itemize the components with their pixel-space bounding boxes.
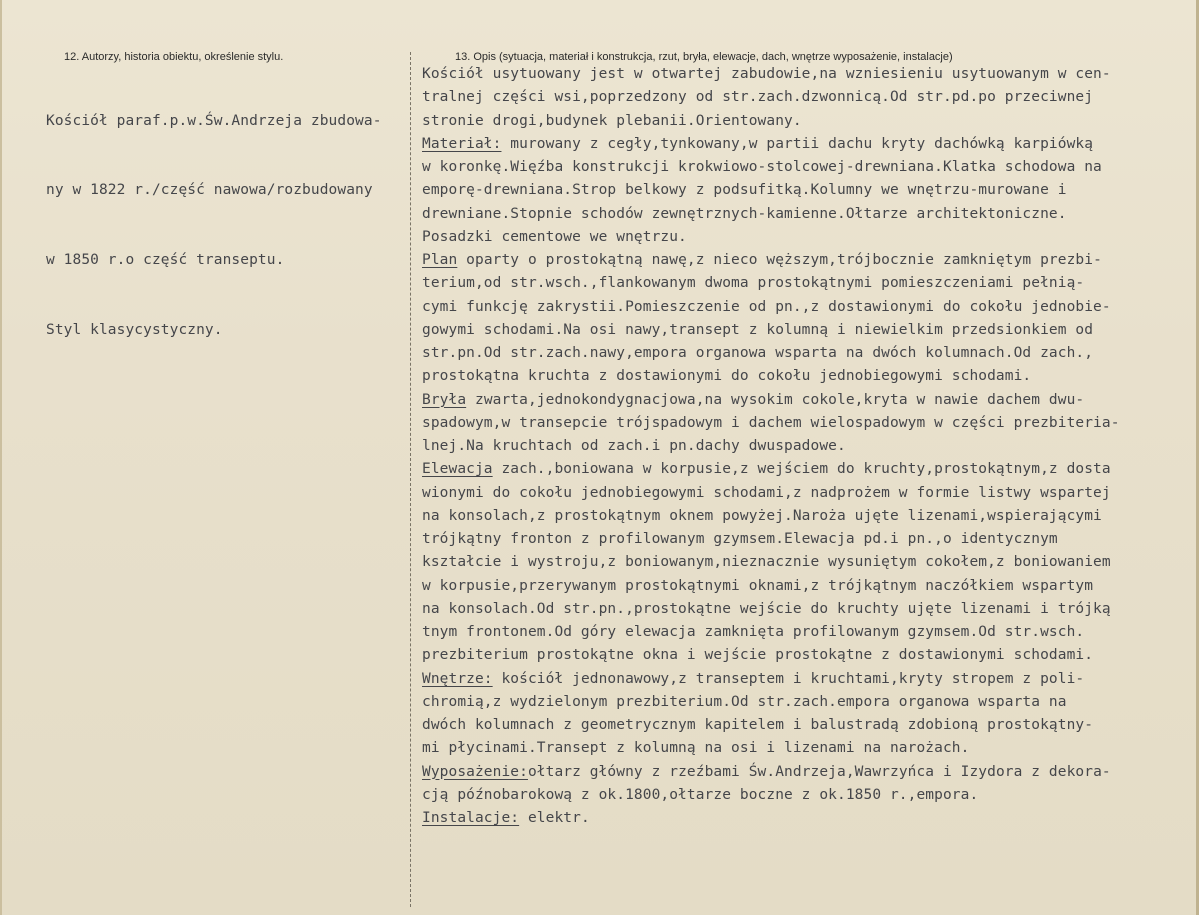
description-line [422, 691, 1194, 714]
description-line [422, 784, 1194, 807]
column-divider [410, 52, 411, 907]
history-line: Styl klasycystyczny. [46, 321, 223, 338]
description-text-block [422, 63, 1194, 830]
description-line [422, 179, 1194, 202]
history-line: Kościół paraf.p.w.Św.Andrzeja zbudowa- [46, 112, 382, 129]
description-line [422, 621, 1194, 644]
description-text: zwarta,jednokondygnacjowa,na wysokim cokole,kryta w nawie dachem dwu- [466, 391, 1085, 408]
description-line [422, 249, 1194, 272]
description-text: terium,od str.wsch.,flankowanym dwoma prostokątnymi pomieszczeniami pełnią- [422, 275, 1085, 292]
description-text: oparty o prostokątną nawę,z nieco węższym,trójbocznie zamkniętym prezbi- [457, 252, 1102, 268]
description-text: dwóch kolumnach z geometrycznym kapitelem i balustradą zdobioną prostokątny- [422, 717, 1094, 733]
description-line [422, 226, 1194, 249]
description-text: lnej.Na kruchtach od zach.i pn.dachy dwuspadowe. [422, 438, 846, 454]
description-line [422, 389, 1194, 412]
description-line [422, 505, 1194, 528]
description-line [422, 761, 1194, 784]
description-text: emporę-drewniana.Strop belkowy z podsufitką.Kolumny we wnętrzu-murowane i [422, 182, 1067, 199]
description-line [422, 63, 1194, 86]
section-13-header: 13. Opis (sytuacja, materiał i konstrukcja, rzut, bryła, elewacje, dach, wnętrze wyposażenie, instalacje) [455, 51, 953, 63]
description-text: tralnej części wsi,poprzedzony od str.zach.dzwonnicą.Od str.pd.po przeciwnej [422, 89, 1094, 106]
description-text: na konsolach,z prostokątnym oknem powyżej.Naroża ujęte lizenami,wspierającymi [422, 507, 1102, 524]
description-text: zach.,boniowana w korpusie,z wejściem do kruchty,prostokątnym,z dosta [492, 461, 1111, 478]
description-text: kościół jednonawowy,z transeptem i kruchtami,kryty stropem z poli- [492, 670, 1085, 687]
description-text: Kościół usytuowany jest w otwartej zabudowie,na wzniesieniu usytuowanym w cen- [422, 66, 1111, 82]
description-text: gowymi schodami.Na osi nawy,transept z kolumną i niewielkim przedsionkiem od [422, 321, 1094, 338]
description-line [422, 458, 1194, 481]
description-text: drewniane.Stopnie schodów zewnętrznych-kamienne.Ołtarze architektoniczne. [422, 205, 1067, 222]
description-line [422, 319, 1194, 342]
description-text: trójkątny fronton z profilowanym gzymsem.Elewacja pd.i pn.,o identycznym [422, 531, 1058, 547]
section-label: Materiał: [422, 135, 502, 152]
section-label: Elewacja [422, 461, 493, 478]
section-label: Wyposażenie: [422, 763, 528, 780]
description-line [422, 598, 1194, 621]
description-line [422, 482, 1194, 505]
description-text: murowany z cegły,tynkowany,w partii dachu kryty dachówką karpiówką [501, 135, 1094, 152]
description-text: w korpusie,przerywanym prostokątnymi oknami,z trójkątnym naczółkiem wspartym [422, 577, 1094, 594]
description-text: mi płycinami.Transept z kolumną na osi i lizenami na narożach. [422, 740, 970, 757]
description-line [422, 86, 1194, 109]
description-line [422, 668, 1194, 691]
description-line [422, 644, 1194, 667]
description-text: cymi funkcję zakrystii.Pomieszczenie od pn.,z dostawionymi do cokołu jednobie- [422, 298, 1111, 315]
description-text: cją późnobarokową z ok.1800,ołtarze boczne z ok.1850 r.,empora. [422, 786, 979, 803]
history-line: ny w 1822 r./część nawowa/rozbudowany [46, 182, 373, 199]
description-text: prezbiterium prostokątne okna i wejście prostokątne z dostawionymi schodami. [422, 647, 1094, 664]
history-text-block [46, 63, 382, 389]
description-line [422, 575, 1194, 598]
description-line [422, 296, 1194, 319]
description-text: prostokątna kruchta z dostawionymi do cokołu jednobiegowymi schodami. [422, 368, 1032, 385]
description-text: wionymi do cokołu jednobiegowymi schodami,z nadprożem w formie listwy wspartej [422, 484, 1111, 501]
description-line [422, 551, 1194, 574]
description-line [422, 272, 1194, 295]
description-line [422, 528, 1194, 551]
description-text: ołtarz główny z rzeźbami Św.Andrzeja,Wawrzyńca i Izydora z dekora- [527, 763, 1111, 780]
history-line: w 1850 r.o część transeptu. [46, 252, 285, 268]
description-text: stronie drogi,budynek plebanii.Orientowany. [422, 112, 802, 129]
section-label: Wnętrze: [422, 670, 493, 687]
section-label: Plan [422, 252, 458, 268]
description-text: spadowym,w transepcie trójspadowym i dachem wielospadowym w części prezbiteria- [422, 414, 1120, 431]
description-text: str.pn.Od str.zach.nawy,empora organowa wsparta na dwóch kolumnach.Od zach., [422, 345, 1094, 361]
description-text: Posadzki cementowe we wnętrzu. [422, 228, 687, 245]
description-line [422, 156, 1194, 179]
description-line [422, 714, 1194, 737]
description-line [422, 342, 1194, 365]
section-label: Bryła [422, 391, 467, 408]
description-line [422, 365, 1194, 388]
description-text: chromią,z wydzielonym prezbiterium.Od str.zach.empora organowa wsparta na [422, 693, 1067, 710]
description-text: na konsolach.Od str.pn.,prostokątne wejście do kruchty ujęte lizenami i trójką [422, 600, 1111, 617]
section-12-header: 12. Autorzy, historia obiektu, określenie stylu. [64, 51, 284, 63]
description-line [422, 737, 1194, 760]
description-text: w koronkę.Więźba konstrukcji krokwiowo-stolcowej-drewniana.Klatka schodowa na [422, 159, 1102, 175]
description-line [422, 412, 1194, 435]
description-line [422, 110, 1194, 133]
description-line [422, 807, 1194, 830]
description-text: elektr. [519, 810, 590, 826]
description-text: kształcie i wystroju,z boniowanym,nieznacznie wysuniętym cokołem,z boniowaniem [422, 554, 1111, 571]
section-label: Instalacje: [422, 810, 520, 826]
description-line [422, 435, 1194, 458]
description-line [422, 133, 1194, 156]
description-text: tnym frontonem.Od góry elewacja zamknięta profilowanym gzymsem.Od str.wsch. [422, 624, 1085, 640]
description-line [422, 203, 1194, 226]
